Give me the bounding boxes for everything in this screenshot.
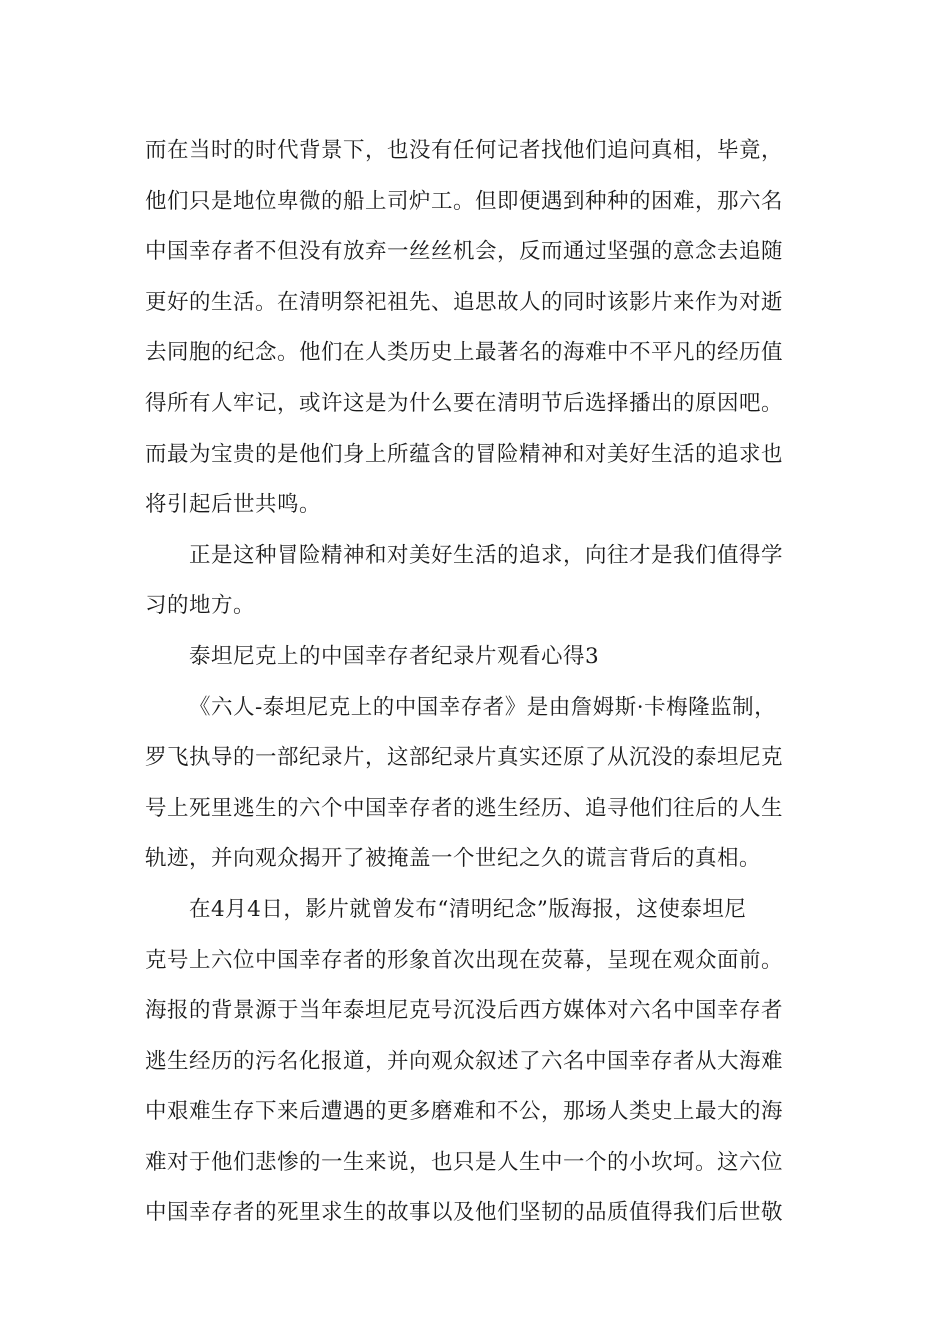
text-line: 罗飞执导的一部纪录片，这部纪录片真实还原了从沉没的泰坦尼克 xyxy=(145,745,784,771)
text-line: 将引起后世共鸣。 xyxy=(145,492,322,518)
text-line: 更好的生活。在清明祭祀祖先、追思故人的同时该影片来作为对逝 xyxy=(145,289,784,315)
text-line: 而最为宝贵的是他们身上所蕴含的冒险精神和对美好生活的追求也 xyxy=(145,441,784,467)
text-line: 而在当时的时代背景下，也没有任何记者找他们追问真相，毕竟， xyxy=(145,138,784,163)
text-line: 逃生经历的污名化报道，并向观众叙述了六名中国幸存者从大海难 xyxy=(145,1048,784,1074)
text-line: 去同胞的纪念。他们在人类历史上最著名的海难中不平凡的经历值 xyxy=(145,340,784,366)
text-line: 克号上六位中国幸存者的形象首次出现在荧幕，呈现在观众面前。 xyxy=(145,947,784,973)
text-line: 难对于他们悲惨的一生来说，也只是人生中一个的小坎坷。这六位 xyxy=(145,1149,784,1175)
text-line: 他们只是地位卑微的船上司炉工。但即便遇到种种的困难，那六名 xyxy=(145,188,784,214)
section-heading: 泰坦尼克上的中国幸存者纪录片观看心得3 xyxy=(189,643,600,669)
paragraph-first-line: 在4月4日，影片就曾发布“清明纪念”版海报，这使泰坦尼 xyxy=(189,896,747,922)
text-line: 中艰难生存下来后遭遇的更多磨难和不公，那场人类史上最大的海 xyxy=(145,1099,784,1125)
text-line: 中国幸存者的死里求生的故事以及他们坚韧的品质值得我们后世敬 xyxy=(145,1200,784,1226)
text-line: 轨迹，并向观众揭开了被掩盖一个世纪之久的谎言背后的真相。 xyxy=(145,846,762,872)
document-body xyxy=(145,126,815,1239)
text-line: 得所有人牢记，或许这是为什么要在清明节后选择播出的原因吧。 xyxy=(145,390,784,416)
text-line: 号上死里逃生的六个中国幸存者的逃生经历、追寻他们往后的人生 xyxy=(145,795,784,821)
text-line: 习的地方。 xyxy=(145,593,256,619)
paragraph-first-line: 正是这种冒险精神和对美好生活的追求，向往才是我们值得学 xyxy=(189,542,784,568)
text-line: 海报的背景源于当年泰坦尼克号沉没后西方媒体对六名中国幸存者 xyxy=(145,998,784,1024)
text-line: 中国幸存者不但没有放弃一丝丝机会，反而通过坚强的意念去追随 xyxy=(145,239,784,265)
paragraph-first-line: 《六人-泰坦尼克上的中国幸存者》是由詹姆斯·卡梅隆监制， xyxy=(189,694,777,720)
